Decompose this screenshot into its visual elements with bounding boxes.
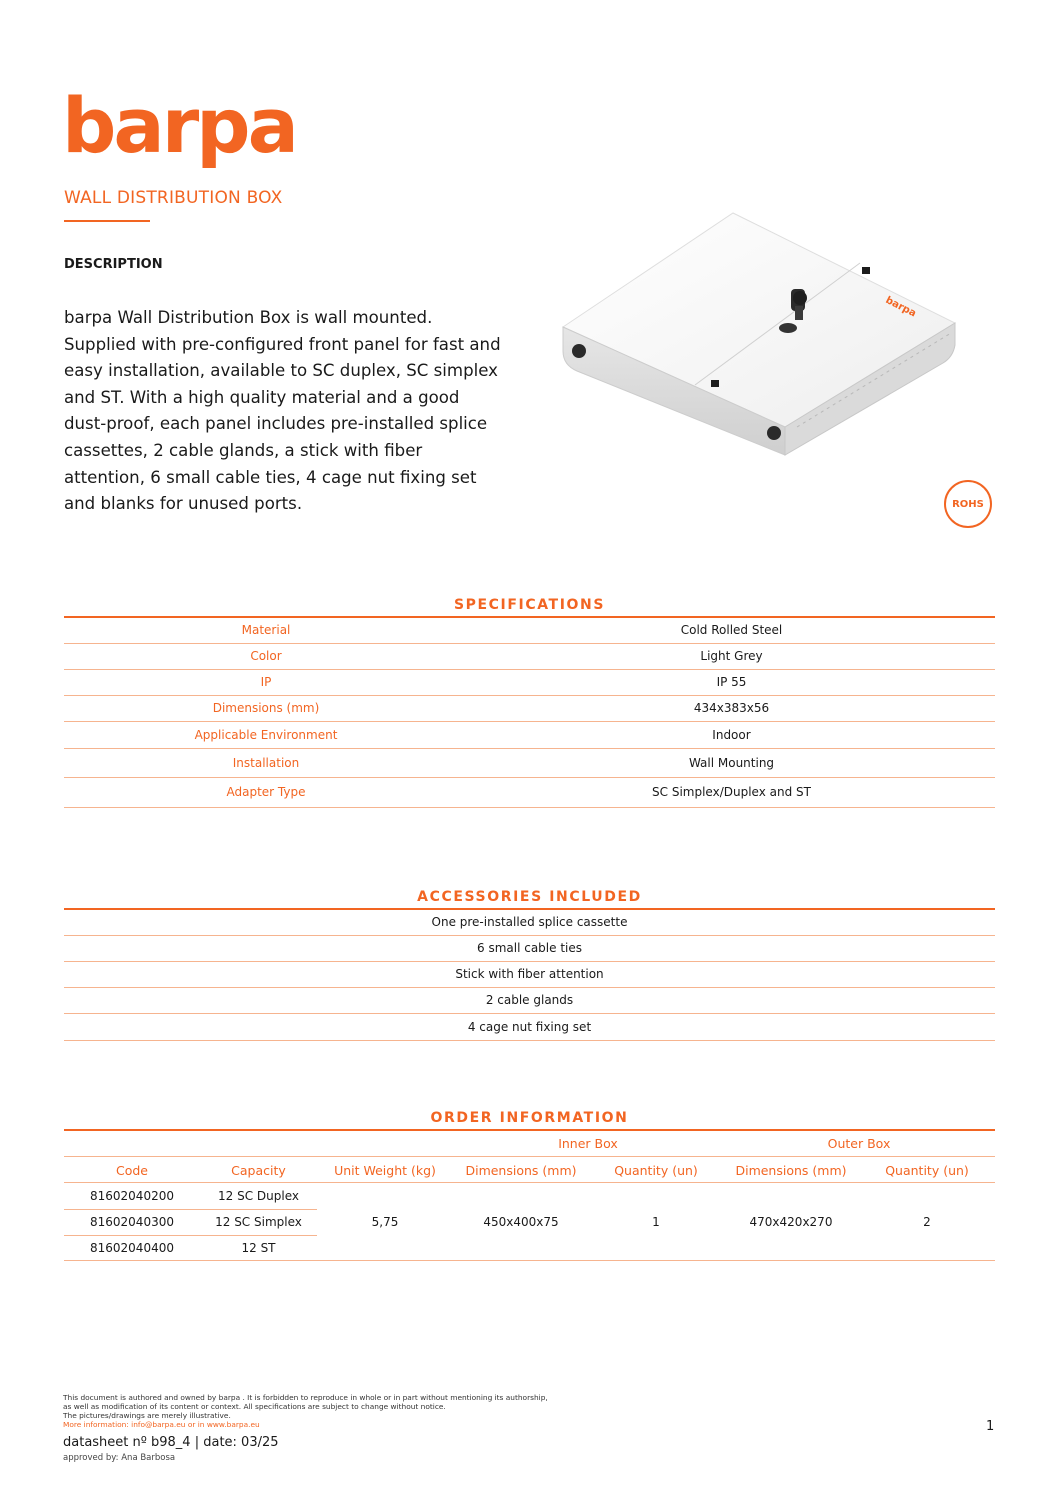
- cable-gland-hole: [767, 426, 781, 440]
- spec-row-ip: [64, 670, 995, 696]
- order-row-divider: [64, 1235, 317, 1236]
- order-capacity: 12 SC Simplex: [215, 1215, 302, 1229]
- order-row-divider: [64, 1209, 317, 1210]
- rohs-badge: ROHS: [944, 480, 992, 528]
- order-header-divider: [64, 1156, 995, 1157]
- page-number: 1: [986, 1419, 995, 1434]
- accessory-item: 2 cable glands: [64, 988, 995, 1014]
- order-code: 81602040200: [90, 1189, 174, 1203]
- accessory-item: 6 small cable ties: [64, 936, 995, 962]
- legal-notice: [63, 1393, 583, 1429]
- brand-logo: barpa: [62, 81, 296, 170]
- accessory-item: Stick with fiber attention: [64, 962, 995, 988]
- order-code: 81602040300: [90, 1215, 174, 1229]
- spec-row-environment: [64, 722, 995, 749]
- legal-line: as well as modification of its content or context. All specifications are subject to change without notice.: [63, 1402, 446, 1411]
- legal-line: The pictures/drawings are merely illustrative.: [63, 1411, 231, 1420]
- order-rule: [64, 1129, 995, 1131]
- spec-row-color: [64, 644, 995, 670]
- spec-label: Installation: [232, 756, 300, 770]
- description-heading: DESCRIPTION: [64, 257, 163, 272]
- spec-row-installation: [64, 749, 995, 778]
- description-text: barpa Wall Distribution Box is wall mounted. Supplied with pre-configured front panel for fast and easy installation, available to SC duplex, SC simplex and ST. With a high quality material and a good dust-proof, each panel includes pre-installed splice cassettes, 2 cable glands, a stick with fiber attention, 6 small cable ties, 4 cage nut fixing set and blanks for unused ports.: [64, 308, 501, 514]
- order-capacity: 12 SC Duplex: [218, 1189, 299, 1203]
- document-title: WALL DISTRIBUTION BOX: [64, 188, 283, 208]
- spec-value: Indoor: [712, 728, 751, 742]
- order-header-bottom: [64, 1182, 995, 1183]
- col-header-inner-dimensions: Dimensions (mm): [465, 1163, 577, 1178]
- order-capacity: 12 ST: [241, 1241, 276, 1255]
- order-inner-quantity: 1: [652, 1215, 660, 1229]
- order-unit-weight: 5,75: [371, 1215, 399, 1229]
- order-title: ORDER INFORMATION: [430, 1110, 629, 1126]
- spec-label: Adapter Type: [226, 785, 306, 799]
- cable-gland-hole: [572, 344, 586, 358]
- specifications-title: SPECIFICATIONS: [453, 597, 606, 613]
- more-info-link[interactable]: More information: info@barpa.eu or in www.barpa.eu: [63, 1420, 260, 1429]
- order-code: 81602040400: [90, 1241, 174, 1255]
- spec-value: Cold Rolled Steel: [680, 623, 783, 637]
- col-header-inner-quantity: Quantity (un): [614, 1163, 698, 1178]
- product-image: [555, 205, 965, 460]
- outer-box-group-header: Outer Box: [827, 1136, 891, 1151]
- col-header-outer-quantity: Quantity (un): [885, 1163, 969, 1178]
- spec-label: Material: [241, 623, 291, 637]
- inner-box-group-header: Inner Box: [558, 1136, 618, 1151]
- col-header-outer-dimensions: Dimensions (mm): [735, 1163, 847, 1178]
- approved-by: approved by: Ana Barbosa: [63, 1453, 176, 1463]
- title-underline: [64, 220, 150, 222]
- spec-label: Applicable Environment: [194, 728, 338, 742]
- datasheet-info: datasheet nº b98_4 | date: 03/25: [63, 1435, 279, 1450]
- order-outer-dimensions: 470x420x270: [749, 1215, 833, 1229]
- product-brand-label: barpa: [883, 294, 918, 320]
- spec-value: 434x383x56: [693, 701, 770, 715]
- spec-value: Light Grey: [700, 649, 763, 663]
- col-header-capacity: Capacity: [231, 1163, 286, 1178]
- spec-label: Dimensions (mm): [212, 701, 320, 715]
- spec-value: Wall Mounting: [688, 756, 775, 770]
- order-inner-dimensions: 450x400x75: [483, 1215, 559, 1229]
- col-header-unit-weight: Unit Weight (kg): [334, 1163, 436, 1178]
- accessory-item: 4 cage nut fixing set: [64, 1014, 995, 1041]
- spec-value: SC Simplex/Duplex and ST: [652, 785, 811, 799]
- order-outer-quantity: 2: [923, 1215, 931, 1229]
- spec-row-adapter: [64, 778, 995, 808]
- order-table-bottom: [64, 1260, 995, 1261]
- spec-row-dimensions: [64, 696, 995, 722]
- accessories-title: ACCESSORIES INCLUDED: [417, 889, 642, 905]
- col-header-code: Code: [115, 1163, 148, 1178]
- accessory-item: One pre-installed splice cassette: [64, 910, 995, 936]
- spec-value: IP 55: [716, 675, 747, 689]
- spec-label: IP: [260, 675, 272, 689]
- spec-row-material: [64, 617, 995, 644]
- legal-line: This document is authored and owned by barpa . It is forbidden to reproduce in whole or in part without mentioning its authorship,: [63, 1393, 548, 1402]
- spec-label: Color: [250, 649, 282, 663]
